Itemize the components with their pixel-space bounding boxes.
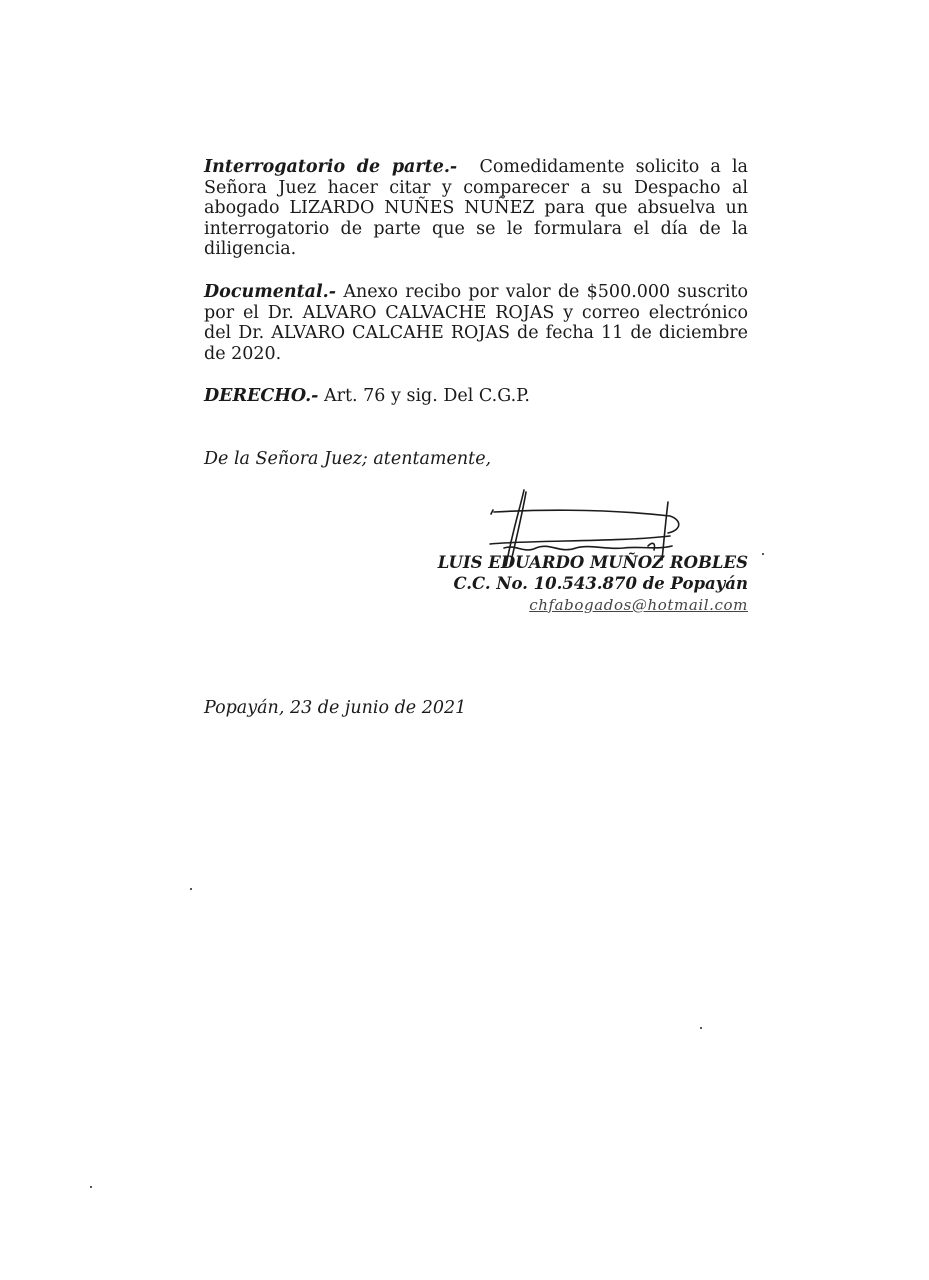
interrogatorio-paragraph: [204, 157, 748, 260]
derecho-heading: DERECHO.-: [204, 386, 319, 406]
signer-name: LUIS EDUARDO MUÑOZ ROBLES: [437, 553, 748, 572]
interrogatorio-body: Comedidamente solicito a la Señora Juez hacer citar y comparecer a su Despacho al abogado LIZARDO NUÑES NUÑEZ para que absuelva un interrogatorio de parte que se le formulara el día de la diligencia.: [204, 157, 748, 259]
closing-line: De la Señora Juez; atentamente,: [204, 449, 492, 469]
signature-block: [420, 488, 750, 618]
documental-heading: Documental.-: [204, 282, 337, 302]
scan-speck: [700, 1027, 702, 1029]
documental-body: Anexo recibo por valor de $500.000 suscrito por el Dr. ALVARO CALVACHE ROJAS y correo electrónico del Dr. ALVARO CALCAHE ROJAS de fecha 11 de diciembre de 2020.: [204, 282, 748, 364]
derecho-paragraph: [204, 386, 748, 407]
scan-speck: [90, 1186, 92, 1188]
derecho-body: Art. 76 y sig. Del C.G.P.: [324, 386, 530, 406]
signer-email: chfabogados@hotmail.com: [529, 596, 748, 614]
signer-id: C.C. No. 10.543.870 de Popayán: [453, 574, 748, 593]
date-line: Popayán, 23 de junio de 2021: [204, 698, 467, 718]
interrogatorio-heading: Interrogatorio de parte.-: [204, 157, 458, 177]
scan-speck: [190, 888, 192, 890]
scan-speck: [762, 553, 764, 555]
documental-paragraph: [204, 282, 748, 364]
